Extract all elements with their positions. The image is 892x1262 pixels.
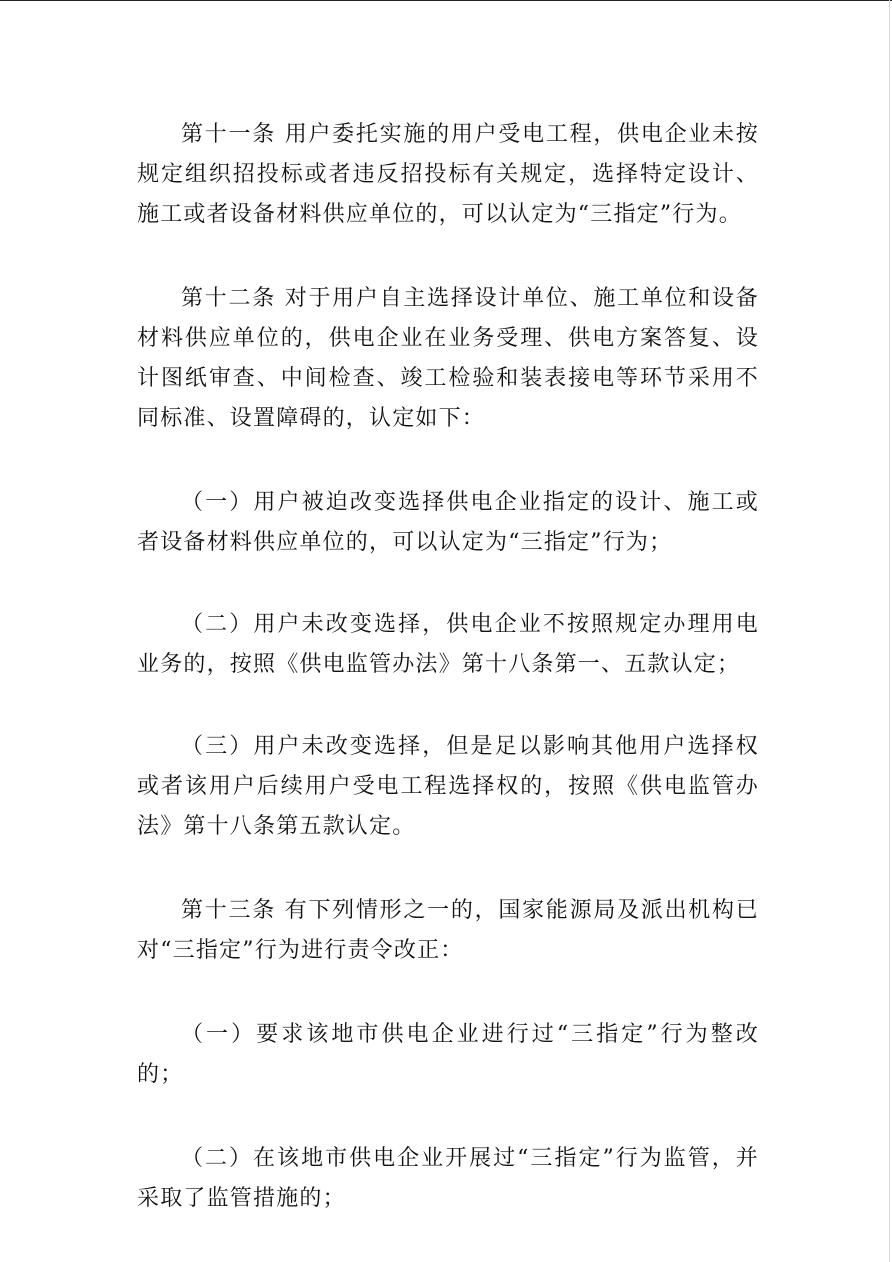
- paragraph-gap: [137, 563, 759, 605]
- article-12-item-2: （二）用户未改变选择，供电企业不按照规定办理用电业务的，按照《供电监管办法》第十八条第一、五款认定；: [137, 612, 759, 677]
- document-body: [137, 115, 759, 1219]
- article-13-item-1: （一）要求该地市供电企业进行过“三指定”行为整改的；: [137, 1022, 759, 1087]
- paragraph-gap: [137, 847, 759, 891]
- paragraph-gap: [137, 235, 759, 279]
- paragraph-gap: [137, 1095, 759, 1139]
- article-12-item-1: （一）用户被迫改变选择供电企业指定的设计、施工或者设备材料供应单位的，可以认定为“三指定”行为；: [137, 490, 759, 555]
- article-12-item-3: （三）用户未改变选择，但是足以影响其他用户选择权或者该用户后续用户受电工程选择权的，按照《供电监管办法》第十八条第五款认定。: [137, 734, 759, 839]
- page-top-border: [0, 0, 892, 1]
- paragraph-gap: [137, 685, 759, 727]
- paragraph-gap: [137, 971, 759, 1015]
- paragraph-gap: [137, 439, 759, 483]
- page-right-edge: [889, 0, 890, 1262]
- article-12: 第十二条 对于用户自主选择设计单位、施工单位和设备材料供应单位的，供电企业在业务受理、供电方案答复、设计图纸审查、中间检查、竣工检验和装表接电等环节采用不同标准、设置障碍的，认定如下：: [137, 286, 759, 431]
- article-11: 第十一条 用户委托实施的用户受电工程，供电企业未按规定组织招投标或者违反招投标有关规定，选择特定设计、施工或者设备材料供应单位的，可以认定为“三指定”行为。: [137, 122, 759, 227]
- article-13: 第十三条 有下列情形之一的，国家能源局及派出机构已对“三指定”行为进行责令改正：: [137, 898, 759, 963]
- article-13-item-2: （二）在该地市供电企业开展过“三指定”行为监管，并采取了监管措施的；: [137, 1146, 759, 1211]
